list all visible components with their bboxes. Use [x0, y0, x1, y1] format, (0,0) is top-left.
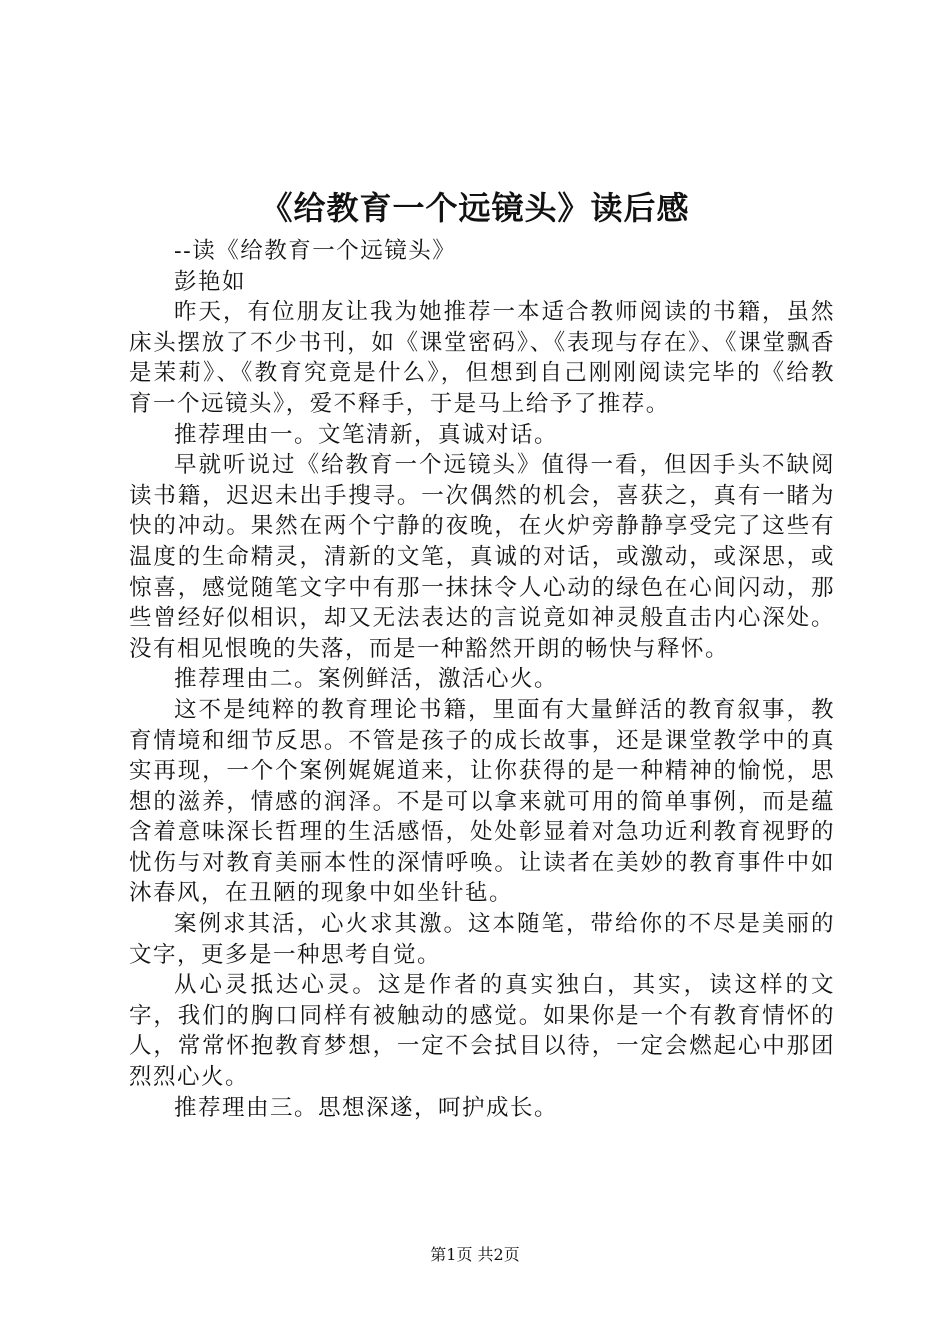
body-paragraph: 案例求其活，心火求其激。这本随笔，带给你的不尽是美丽的文字，更多是一种思考自觉。	[129, 911, 835, 968]
body-paragraph: 昨天，有位朋友让我为她推荐一本适合教师阅读的书籍，虽然床头摆放了不少书刊，如《课堂密码》、《表现与存在》、《课堂飘香是茉莉》、《教育究竟是什么》，但想到自己刚刚阅读完毕的《给教育一个远镜头》，爱不释手，于是马上给予了推荐。	[129, 299, 835, 417]
body-paragraph: 从心灵抵达心灵。这是作者的真实独白，其实，读这样的文字，我们的胸口同样有被触动的感觉。如果你是一个有教育情怀的人，常常怀抱教育梦想，一定不会拭目以待，一定会燃起心中那团烈烈心火。	[129, 972, 835, 1091]
body-paragraph: 早就听说过《给教育一个远镜头》值得一看，但因手头不缺阅读书籍，迟迟未出手搜寻。一次偶然的机会，喜获之，真有一睹为快的冲动。果然在两个宁静的夜晚，在火炉旁静静享受完了这些有温度的生命精灵，清新的文笔，真诚的对话，或激动，或深思，或惊喜，感觉随笔文字中有那一抹抹令人心动的绿色在心间闪动，那些曾经好似相识，却又无法表达的言说竟如神灵般直击内心深处。没有相见恨晚的失落，而是一种豁然开朗的畅快与释怀。	[129, 452, 835, 662]
document-body	[129, 236, 835, 1123]
subtitle-paragraph: --读《给教育一个远镜头》	[174, 238, 457, 264]
section-heading-paragraph: 推荐理由三。思想深遂，呵护成长。	[174, 1094, 559, 1121]
author-paragraph: 彭艳如	[174, 268, 247, 295]
page-footer: 第1页 共2页	[430, 1245, 520, 1264]
section-heading-paragraph: 推荐理由二。案例鲜活，激活心火。	[174, 666, 559, 693]
section-heading-paragraph: 推荐理由一。文笔清新，真诚对话。	[174, 421, 559, 448]
document-title: 《给教育一个远镜头》读后感	[260, 189, 690, 227]
body-paragraph: 这不是纯粹的教育理论书籍，里面有大量鲜活的教育叙事，教育情境和细节反思。不管是孩子的成长故事，还是课堂教学中的真实再现，一个个案例娓娓道来，让你获得的是一种精神的愉悦，思想的滋养，情感的润泽。不是可以拿来就可用的简单事例，而是蕴含着意味深长哲理的生活感悟，处处彰显着对急功近利教育视野的忧伤与对教育美丽本性的深情呼唤。让读者在美妙的教育事件中如沐春风，在丑陋的现象中如坐针毡。	[129, 696, 835, 907]
